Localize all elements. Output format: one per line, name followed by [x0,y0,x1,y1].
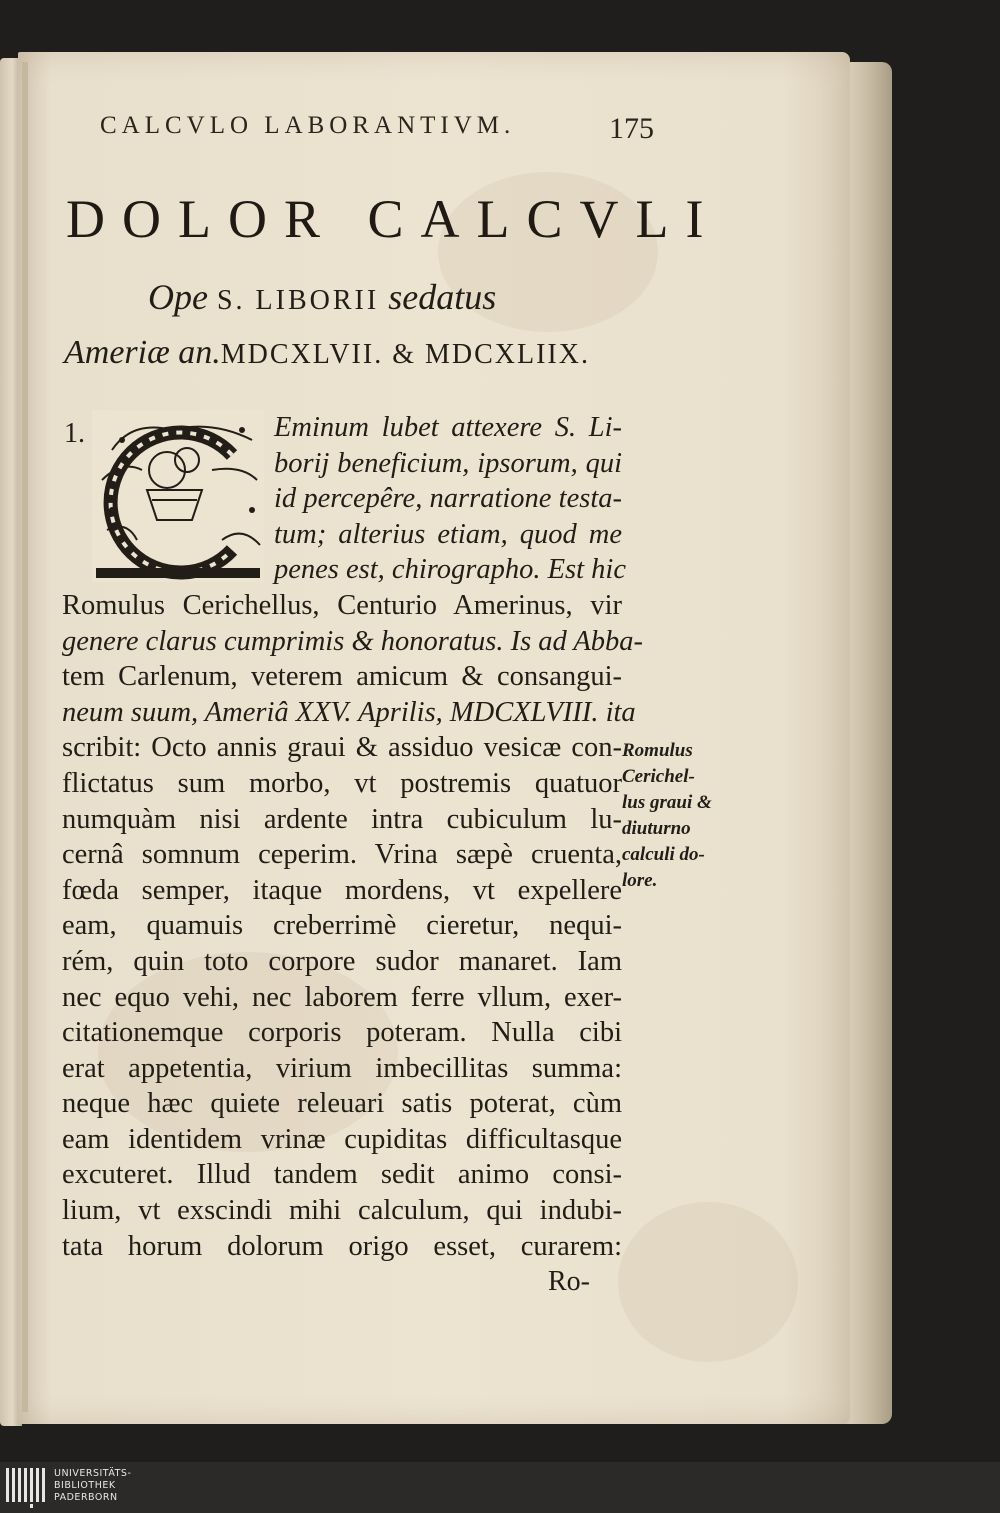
page-number: 175 [609,112,654,145]
text-line: genere clarus cumprimis & honoratus. Is ad Abba- [62,625,644,657]
text-line: Romulus Cerichellus, Centurio Amerinus, vir [62,589,622,621]
subtitle-name: S. LIBORII [216,285,380,316]
chapter-title: DOLOR CALCVLI [66,189,721,249]
logo-line: UNIVERSITÄTS- [54,1468,132,1479]
logo-line: PADERBORN [54,1492,118,1503]
text-line: cernâ somnum ceperim. Vrina sæpè cruenta, [62,839,622,871]
text-line: flictatus sum morbo, vt postremis quatuor [62,767,622,799]
text-line: lium, vt exscindi mihi calculum, qui indubi- [62,1195,622,1227]
subtitle-years: MDCXLVII. & MDCXLIIX. [220,339,590,370]
text-line: scribit: Octo annis graui & assiduo vesicæ con- [62,732,622,764]
text-line: erat appetentia, virium imbecillitas summa: [62,1052,622,1084]
margin-note-line: lus graui & [622,792,712,813]
running-title: CALCVLO LABORANTIVM. [100,112,516,139]
text-line: excuteret. Illud tandem sedit animo consi- [62,1159,622,1191]
text-line: tata horum dolorum origo esset, curarem: [62,1230,622,1262]
subtitle-prefix: Ope [148,277,208,317]
text-line: neque hæc quiete releuari satis poterat, cùm [62,1088,622,1120]
margin-note-line: diuturno [622,818,691,839]
text-line: neum suum, Ameriâ XXV. Aprilis, MDCXLVIII. ita [62,696,636,728]
text-line: id percepêre, narratione testa- [274,483,622,515]
gutter-shadow [22,62,28,1412]
text-line: eam identidem vrinæ cupiditas difficultasque [62,1123,622,1155]
text-line: tem Carlenum, veterem amicum & consangui- [62,661,622,693]
margin-note-line: calculi do- [622,844,705,865]
margin-note [622,738,757,894]
text-line: fœda semper, itaque mordens, vt expellere [62,874,622,906]
text-line: nec equo vehi, nec laborem ferre vllum, exer- [62,981,622,1013]
logo-line: BIBLIOTHEK [54,1480,116,1491]
text-line: numquàm nisi ardente intra cubiculum lu- [62,803,622,835]
text-line: borij beneficium, ipsorum, qui [274,447,622,479]
text-line: penes est, chirographo. Est hic [274,554,626,586]
chapter-subtitle-date [64,334,590,372]
margin-note-line: Cerichel- [622,766,695,787]
catchword: Ro- [548,1266,590,1297]
text-line: citationemque corporis poteram. Nulla cibi [62,1017,622,1049]
library-logo-icon [6,1468,48,1508]
paragraph-number: 1. [64,418,85,449]
library-footer [0,1462,1000,1513]
text-line: rém, quin toto corpore sudor manaret. Iam [62,945,622,977]
text-line: tum; alterius etiam, quod me [274,518,622,550]
chapter-subtitle [148,276,496,318]
library-logo-text [54,1468,204,1504]
subtitle-place: Ameriæ an. [64,334,221,371]
margin-note-line: lore. [622,870,658,891]
running-header [100,112,654,145]
subtitle-suffix: sedatus [388,277,497,317]
text-line: Eminum lubet attexere S. Li- [274,412,622,443]
margin-note-line: Romulus [622,740,693,761]
text-line: eam, quamuis creberrimè cieretur, nequi- [62,910,622,942]
